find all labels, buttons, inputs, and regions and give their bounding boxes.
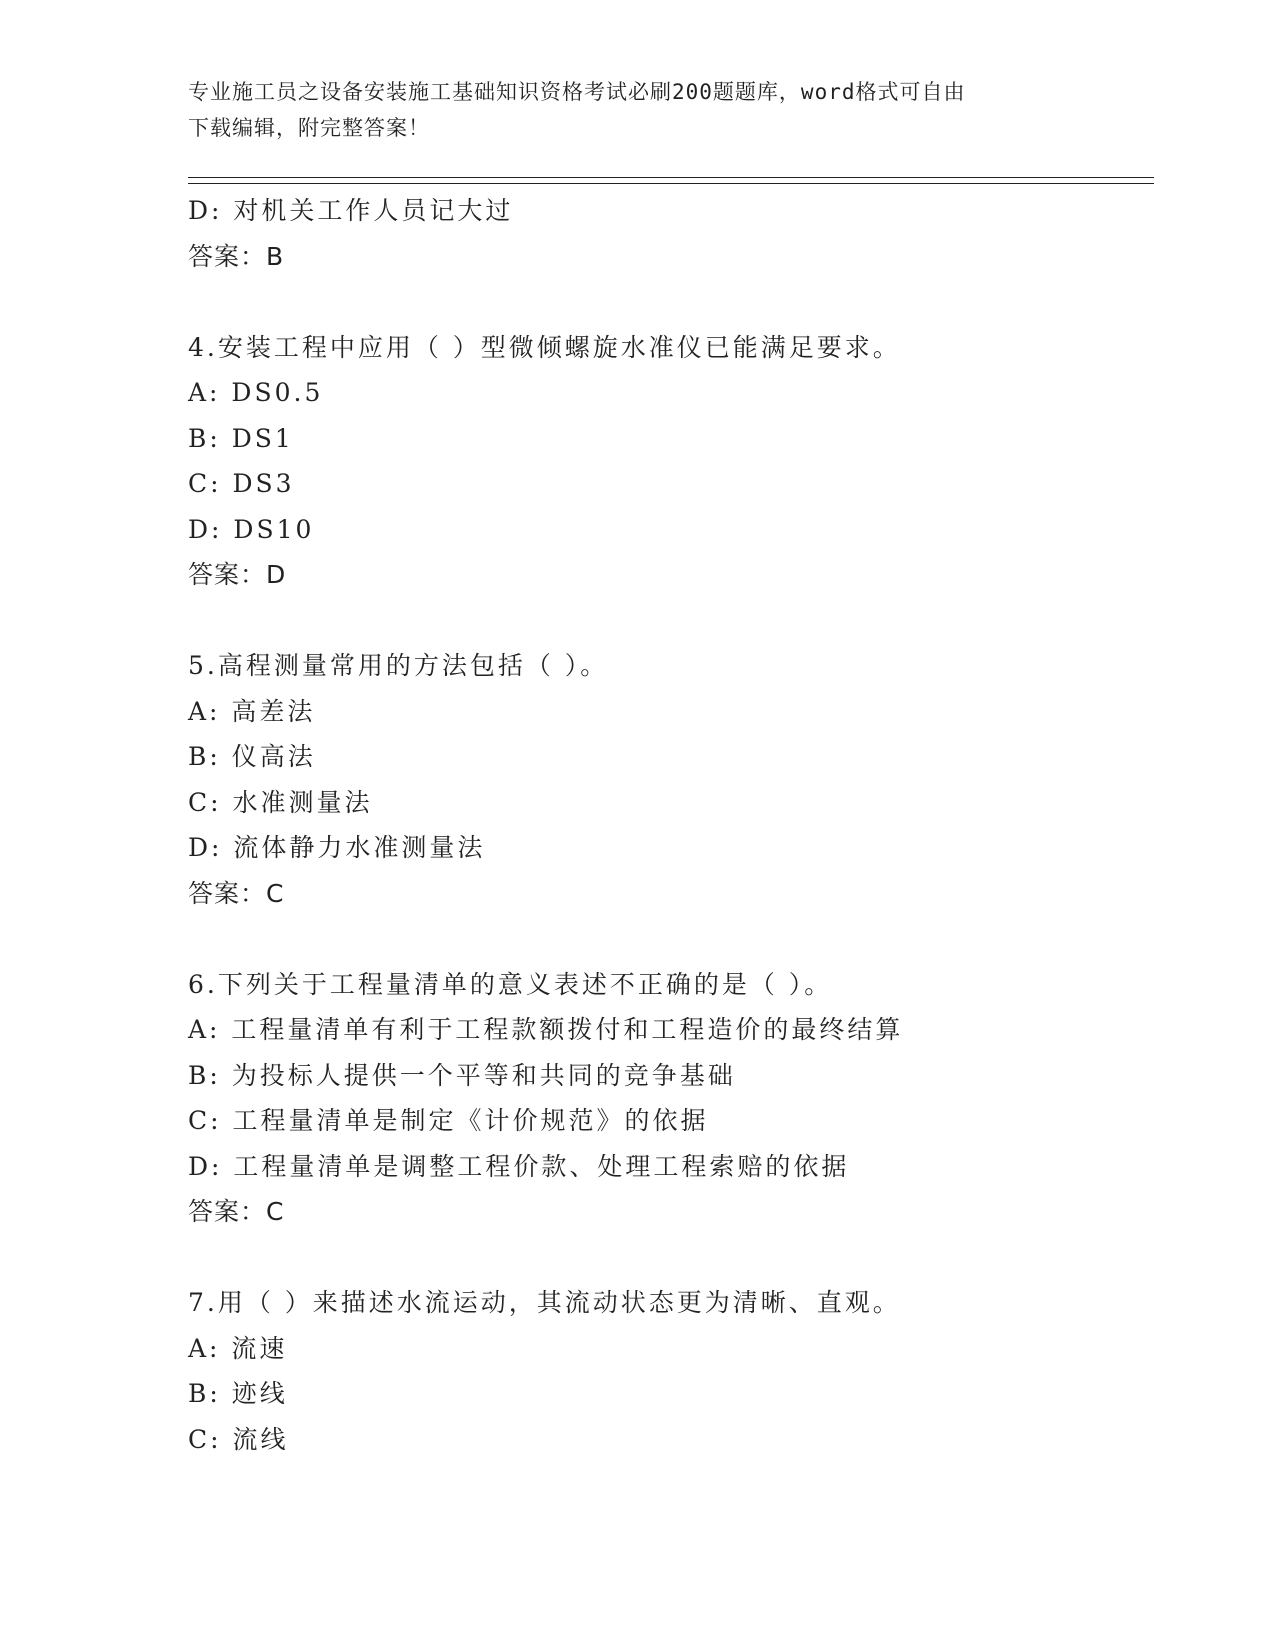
question-stem: 7.用（ ）来描述水流运动，其流动状态更为清晰、直观。 — [188, 1288, 901, 1317]
spacer — [188, 279, 1154, 325]
question-block-7 — [188, 1280, 1154, 1462]
header-divider-bottom — [188, 183, 1154, 184]
question-block-5 — [188, 643, 1154, 916]
option-b: B: 迹线 — [188, 1379, 288, 1408]
document-header — [188, 74, 1088, 146]
answer-line: 答案：C — [188, 878, 285, 908]
spacer — [188, 598, 1154, 644]
option-c: C: 工程量清单是制定《计价规范》的依据 — [188, 1106, 709, 1135]
question-stem: 6.下列关于工程量清单的意义表述不正确的是（ ）。 — [188, 969, 833, 999]
option-a: A: 高差法 — [188, 696, 316, 726]
option-d: D: DS10 — [188, 514, 315, 544]
option-d: D: 对机关工作人员记大过 — [188, 196, 514, 225]
answer-line: 答案：C — [188, 1197, 285, 1226]
question-stem: 4.安装工程中应用（ ）型微倾螺旋水准仪已能满足要求。 — [188, 332, 901, 362]
option-c: C: 流线 — [188, 1424, 289, 1454]
header-title-line-2: 下载编辑，附完整答案！ — [188, 116, 430, 140]
option-d: D: 流体静力水准测量法 — [188, 833, 486, 862]
question-block-3-tail — [188, 188, 1154, 279]
header-divider-top — [188, 177, 1154, 178]
option-b: B: 仪高法 — [188, 742, 316, 771]
option-d: D: 工程量清单是调整工程价款、处理工程索赔的依据 — [188, 1151, 850, 1181]
answer-line: 答案：D — [188, 560, 287, 589]
question-stem: 5.高程测量常用的方法包括（ ）。 — [188, 651, 609, 680]
spacer — [188, 1235, 1154, 1281]
answer-line: 答案：B — [188, 241, 285, 271]
header-title-line-1: 专业施工员之设备安装施工基础知识资格考试必刷200题题库，word格式可自由 — [188, 80, 966, 104]
option-a: A: 流速 — [188, 1333, 288, 1363]
option-c: C: 水准测量法 — [188, 787, 373, 817]
option-a: A: 工程量清单有利于工程款额拨付和工程造价的最终结算 — [188, 1015, 904, 1044]
question-block-6 — [188, 962, 1154, 1235]
option-a: A: DS0.5 — [188, 378, 324, 407]
option-b: B: DS1 — [188, 423, 294, 453]
question-list — [188, 188, 1154, 1462]
option-c: C: DS3 — [188, 469, 295, 498]
question-block-4 — [188, 325, 1154, 598]
option-b: B: 为投标人提供一个平等和共同的竞争基础 — [188, 1060, 736, 1090]
spacer — [188, 916, 1154, 962]
